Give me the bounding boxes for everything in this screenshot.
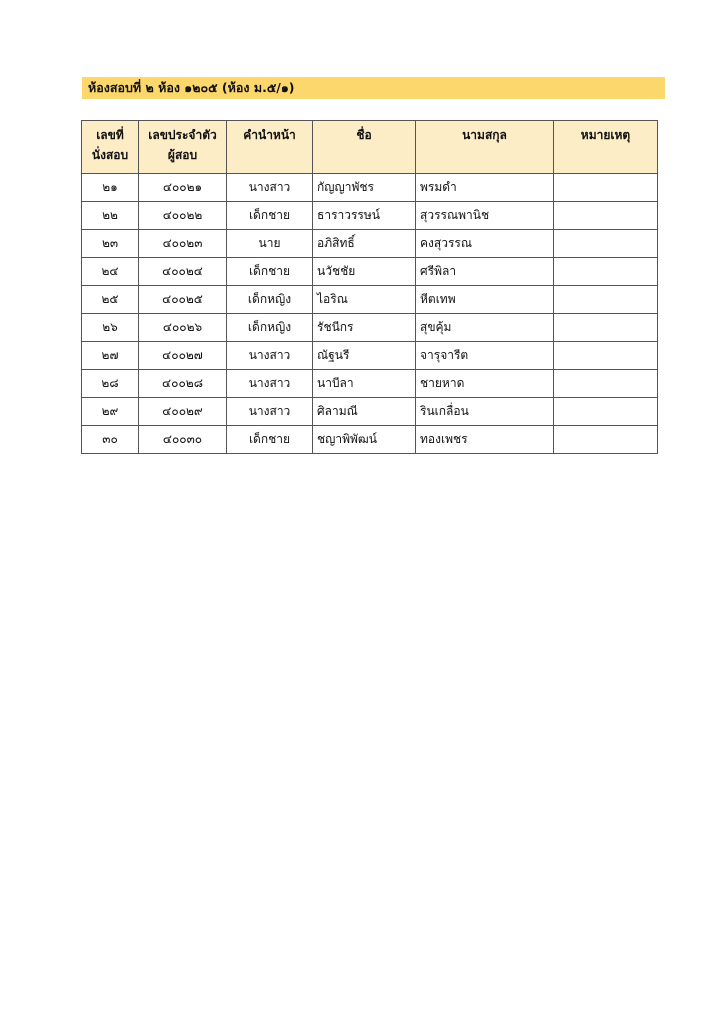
header-seat-number [82,121,139,174]
prefix-cell: นางสาว [227,174,313,202]
header-id-line1: เลขประจำตัว [148,128,217,142]
candidate-id-cell: ๔๐๐๒๖ [139,314,227,342]
header-id-line2: ผู้สอบ [167,148,198,162]
seat-number-cell: ๒๔ [82,258,139,286]
prefix-cell: เด็กชาย [227,258,313,286]
table-row [82,230,658,258]
surname-cell: ทองเพชร [416,426,554,454]
prefix-cell: เด็กหญิง [227,286,313,314]
remark-cell [554,370,658,398]
first-name-cell: นาบีลา [313,370,416,398]
header-remark: หมายเหตุ [554,121,658,174]
header-first-name: ชื่อ [313,121,416,174]
candidate-id-cell: ๔๐๐๒๕ [139,286,227,314]
candidate-id-cell: ๔๐๐๒๗ [139,342,227,370]
candidate-id-cell: ๔๐๐๒๑ [139,174,227,202]
seat-number-cell: ๒๖ [82,314,139,342]
candidate-id-cell: ๔๐๐๒๒ [139,202,227,230]
first-name-cell: รัชนีกร [313,314,416,342]
remark-cell [554,174,658,202]
header-seat-line1: เลขที่ [96,128,124,142]
remark-cell [554,230,658,258]
table-row [82,370,658,398]
table-row [82,202,658,230]
candidate-id-cell: ๔๐๐๒๙ [139,398,227,426]
prefix-cell: เด็กชาย [227,202,313,230]
table-row [82,286,658,314]
seat-number-cell: ๓๐ [82,426,139,454]
seat-number-cell: ๒๒ [82,202,139,230]
table-row [82,342,658,370]
table-row [82,174,658,202]
remark-cell [554,426,658,454]
remark-cell [554,286,658,314]
first-name-cell: ธาราวรรษน์ [313,202,416,230]
table-row [82,426,658,454]
first-name-cell: กัญญาพัชร [313,174,416,202]
first-name-cell: ณัฐนรี [313,342,416,370]
seat-number-cell: ๒๕ [82,286,139,314]
surname-cell: พรมดำ [416,174,554,202]
surname-cell: ศรีพิลา [416,258,554,286]
surname-cell: คงสุวรรณ [416,230,554,258]
header-seat-line2: นั่งสอบ [91,148,129,162]
first-name-cell: ไอริณ [313,286,416,314]
table-header-row [82,121,658,174]
header-candidate-id [139,121,227,174]
header-surname: นามสกุล [416,121,554,174]
prefix-cell: นางสาว [227,370,313,398]
surname-cell: สุวรรณพานิช [416,202,554,230]
prefix-cell: นาย [227,230,313,258]
first-name-cell: อภิสิทธิ์ [313,230,416,258]
candidate-id-cell: ๔๐๐๓๐ [139,426,227,454]
surname-cell: สุขคุ้ม [416,314,554,342]
exam-seating-table [81,120,658,454]
candidate-id-cell: ๔๐๐๒๓ [139,230,227,258]
surname-cell: หีตเทพ [416,286,554,314]
seat-number-cell: ๒๙ [82,398,139,426]
candidate-id-cell: ๔๐๐๒๘ [139,370,227,398]
table-row [82,398,658,426]
seat-number-cell: ๒๘ [82,370,139,398]
seat-number-cell: ๒๑ [82,174,139,202]
surname-cell: จารุจารีต [416,342,554,370]
remark-cell [554,202,658,230]
prefix-cell: นางสาว [227,398,313,426]
header-prefix: คำนำหน้า [227,121,313,174]
remark-cell [554,258,658,286]
remark-cell [554,398,658,426]
remark-cell [554,314,658,342]
first-name-cell: ศิลามณี [313,398,416,426]
candidate-id-cell: ๔๐๐๒๔ [139,258,227,286]
first-name-cell: ชญาพิพัฒน์ [313,426,416,454]
remark-cell [554,342,658,370]
seat-number-cell: ๒๗ [82,342,139,370]
first-name-cell: นวัชชัย [313,258,416,286]
surname-cell: ชายหาด [416,370,554,398]
prefix-cell: เด็กชาย [227,426,313,454]
seat-number-cell: ๒๓ [82,230,139,258]
prefix-cell: เด็กหญิง [227,314,313,342]
table-row [82,258,658,286]
table-row [82,314,658,342]
surname-cell: รินเกลื่อน [416,398,554,426]
prefix-cell: นางสาว [227,342,313,370]
exam-room-title: ห้องสอบที่ ๒ ห้อง ๑๒๐๕ (ห้อง ม.๕/๑) [82,77,665,99]
